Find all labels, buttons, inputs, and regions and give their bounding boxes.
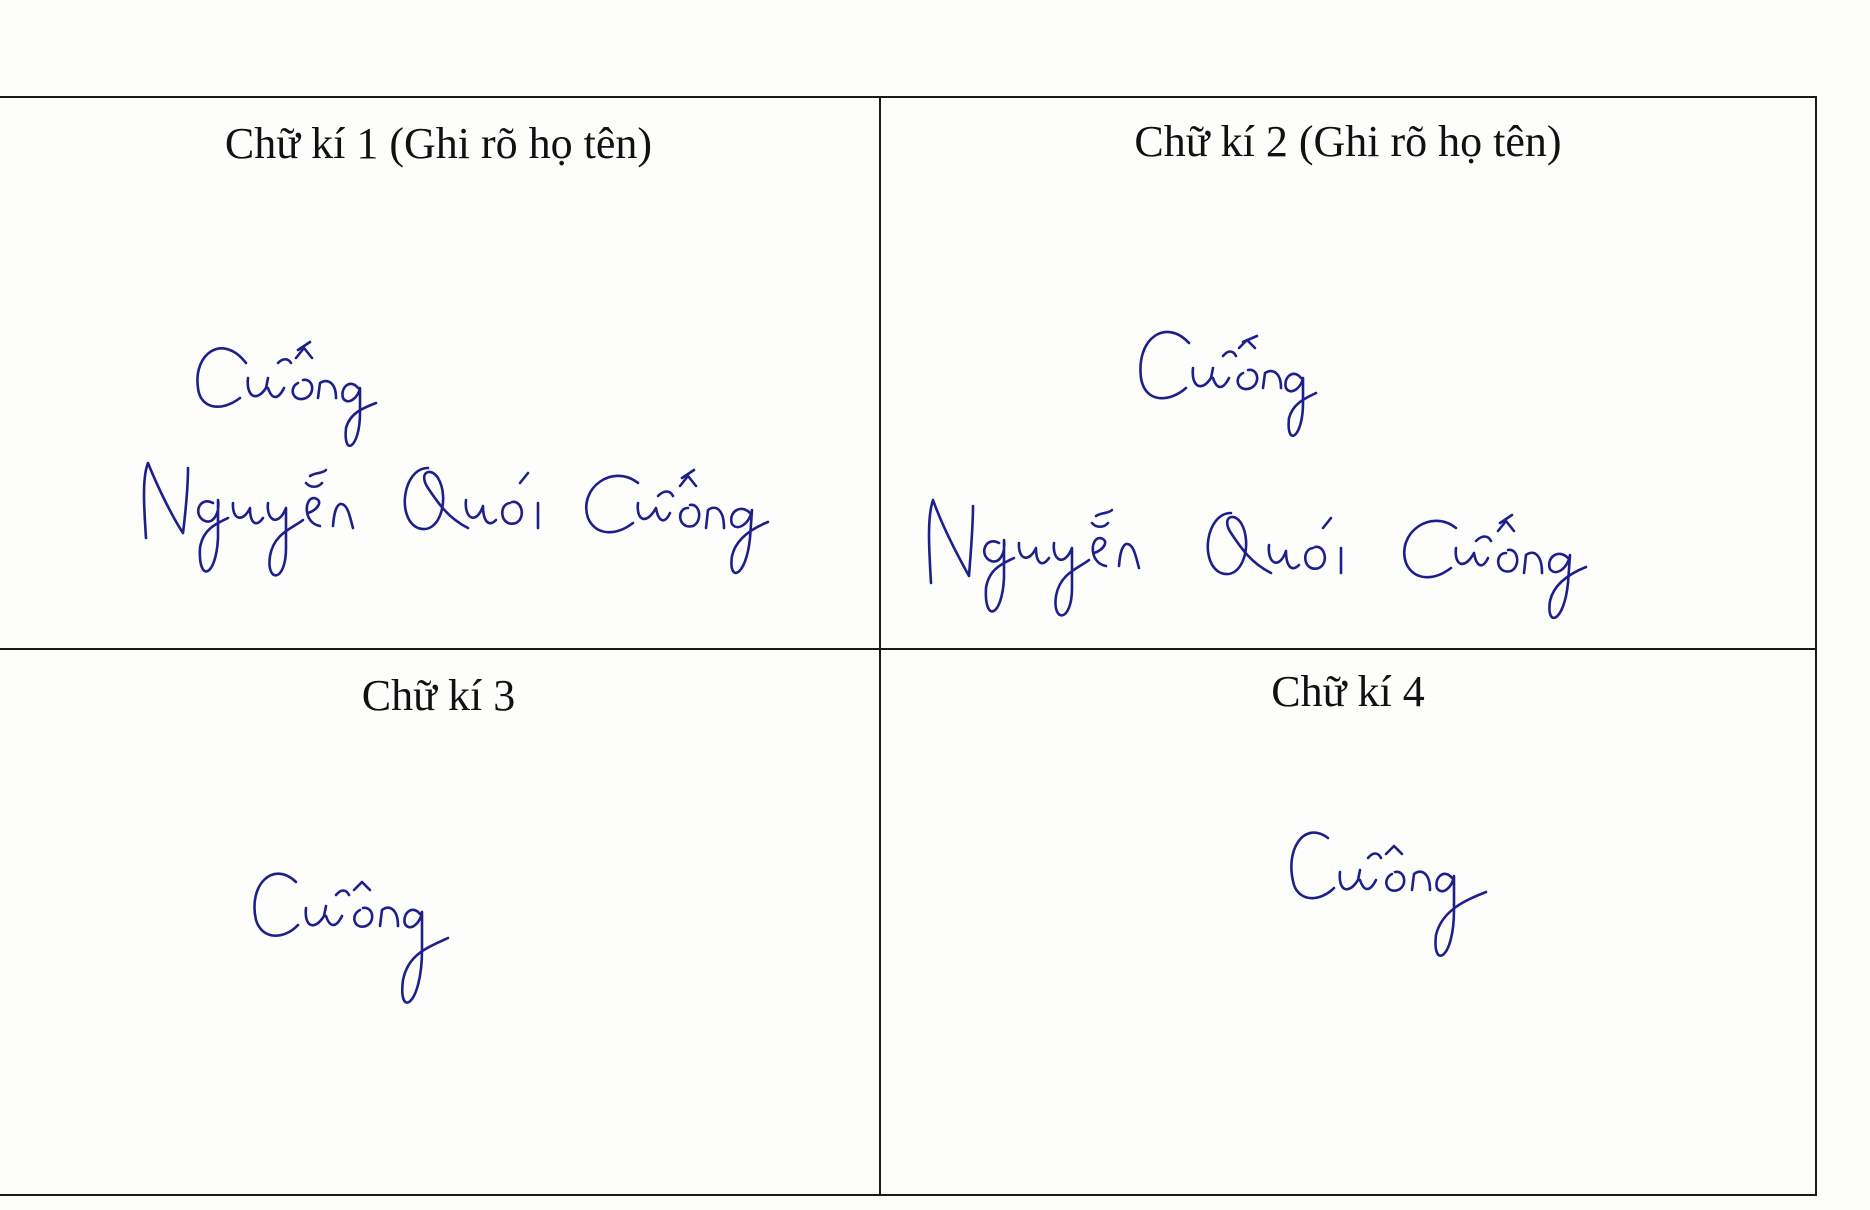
signature-cell-1: [0, 98, 879, 648]
signature-cell-4: [881, 650, 1815, 1196]
signature-cell-title: Chữ kí 2 (Ghi rõ họ tên): [1134, 117, 1562, 166]
handwritten-signature-2: [901, 238, 1601, 628]
signature-cell-2: [881, 98, 1815, 648]
signature-cell-title: Chữ kí 3: [361, 671, 516, 720]
signature-cell-title: Chữ kí 1 (Ghi rõ họ tên): [224, 119, 653, 168]
signature-table: [0, 96, 1817, 1196]
handwritten-signature-3: [248, 840, 548, 1040]
signature-cell-title: Chữ kí 4: [1271, 667, 1425, 716]
signature-cell-3: [0, 650, 879, 1196]
handwritten-signature-4: [1286, 810, 1546, 990]
handwritten-signature-1: [128, 238, 778, 628]
